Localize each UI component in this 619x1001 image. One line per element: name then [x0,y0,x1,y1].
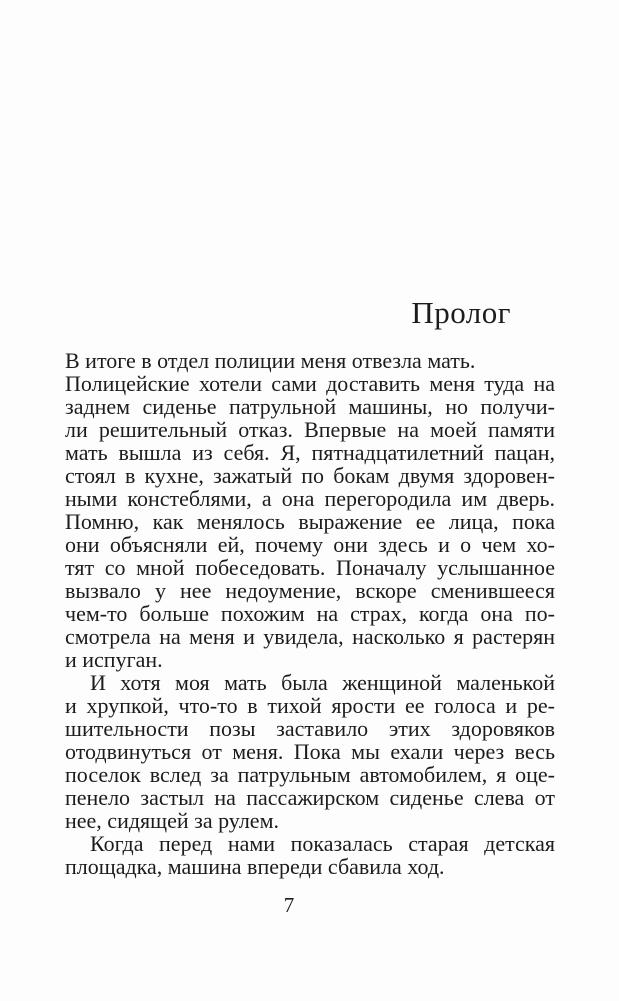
text-line: отодвинуться от меня. Пока мы ехали через весь [65,739,555,764]
text-line: ли решительный отказ. Впервые на моей памяти [65,417,555,442]
text-line: площадка, машина впереди сбавила ход. [65,854,445,879]
text-line: Помню, как менялось выражение ее лица, пока [65,509,555,534]
text-line: тят со мной побеседовать. Поначалу услышанное [65,555,555,580]
text-line: шительности позы заставило этих здоровяков [65,716,555,741]
text-line: нее, сидящей за рулем. [65,808,279,833]
text-line: они объясняли ей, почему они здесь и о чем хо- [65,532,555,557]
text-line: В итоге в отдел полиции меня отвезла мать. [65,348,476,373]
text-line: Полицейские хотели сами доставить меня туда на [65,371,555,396]
text-line: заднем сиденье патрульной машины, но получи- [65,394,555,419]
body-text [65,349,555,878]
text-line: поселок вслед за патрульным автомобилем, я оце- [65,762,555,787]
text-line: чем-то больше похожим на страх, когда она по- [65,601,555,626]
chapter-heading: Пролог [411,295,511,330]
text-line: Когда перед нами показалась старая детская [90,831,555,856]
text-line: пенело застыл на пассажирском сиденье слева от [65,785,555,810]
text-line: стоял в кухне, зажатый по бокам двумя здоровен- [65,463,555,488]
text-line: вызвало у нее недоумение, вскоре сменившееся [65,578,555,603]
page-number: 7 [283,893,295,917]
text-line: мать вышла из себя. Я, пятнадцатилетний пацан, [65,440,555,465]
text-line: и хрупкой, что-то в тихой ярости ее голоса и ре- [65,693,555,718]
text-line: И хотя моя мать была женщиной маленькой [90,670,555,695]
text-line: и испуган. [65,647,163,672]
text-line: ными констеблями, а она перегородила им дверь. [65,486,555,511]
text-line: смотрела на меня и увидела, насколько я растерян [65,624,555,649]
